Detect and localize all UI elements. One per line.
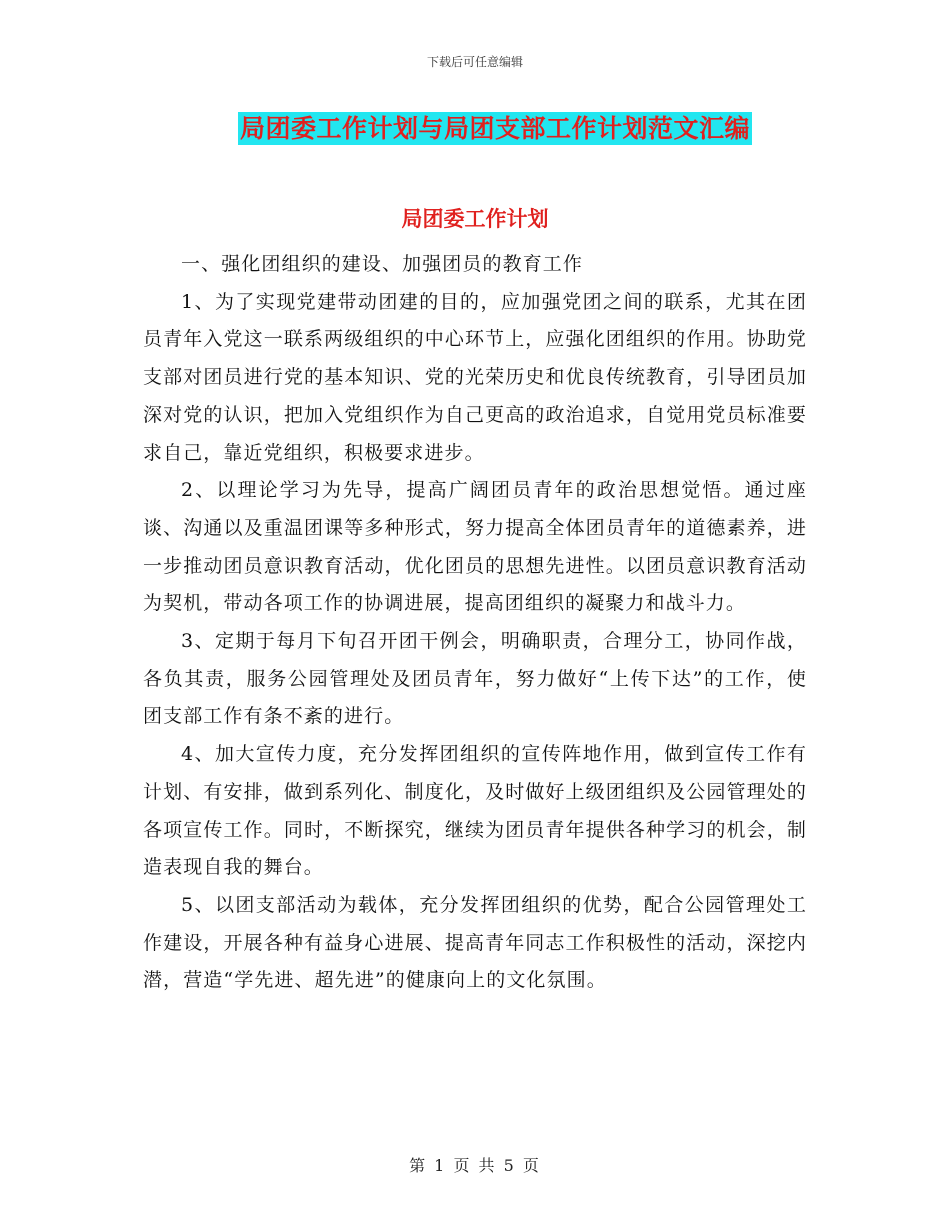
paragraph-heading-1: 一、强化团组织的建设、加强团员的教育工作 [181, 253, 584, 275]
paragraph-3: 3、定期于每月下旬召开团干例会，明确职责，合理分工，协同作战，各负其责，服务公园管理处及团员青年，努力做好“上传下达”的工作，使团支部工作有条不紊的进行。 [143, 630, 807, 728]
paragraph-4: 4、加大宣传力度，充分发挥团组织的宣传阵地作用，做到宣传工作有计划、有安排，做到系列化、制度化，及时做好上级团组织及公园管理处的各项宣传工作。同时，不断探究，继续为团员青年提供各种学习的机会，制造表现自我的舞台。 [143, 743, 807, 879]
header-note: 下载后可任意编辑 [426, 55, 523, 69]
main-title-container [0, 112, 950, 145]
paragraph-5: 5、以团支部活动为载体，充分发挥团组织的优势，配合公园管理处工作建设，开展各种有益身心进展、提高青年同志工作积极性的活动，深挖内潜，营造“学先进、超先进”的健康向上的文化氛围。 [143, 893, 807, 992]
paragraph-1: 1、为了实现党建带动团建的目的，应加强党团之间的联系，尤其在团员青年入党这一联系两级组织的中心环节上，应强化团组织的作用。协助党支部对团员进行党的基本知识、党的光荣历史和优良传统教育，引导团员加深对党的认识，把加入党组织作为自己更高的政治追求，自觉用党员标准要求自己，靠近党组织，积极要求进步。 [143, 290, 807, 464]
section-title: 局团委工作计划 [401, 207, 549, 231]
document-title: 局团委工作计划与局团支部工作计划范文汇编 [239, 114, 750, 143]
paragraph-2: 2、以理论学习为先导，提高广阔团员青年的政治思想觉悟。通过座谈、沟通以及重温团课等多种形式，努力提高全体团员青年的道德素养，进一步推动团员意识教育活动，优化团员的思想先进性。以团员意识教育活动为契机，带动各项工作的协调进展，提高团组织的凝聚力和战斗力。 [143, 479, 807, 615]
page-number-footer: 第 1 页 共 5 页 [409, 1156, 541, 1175]
document-body [143, 246, 807, 1000]
